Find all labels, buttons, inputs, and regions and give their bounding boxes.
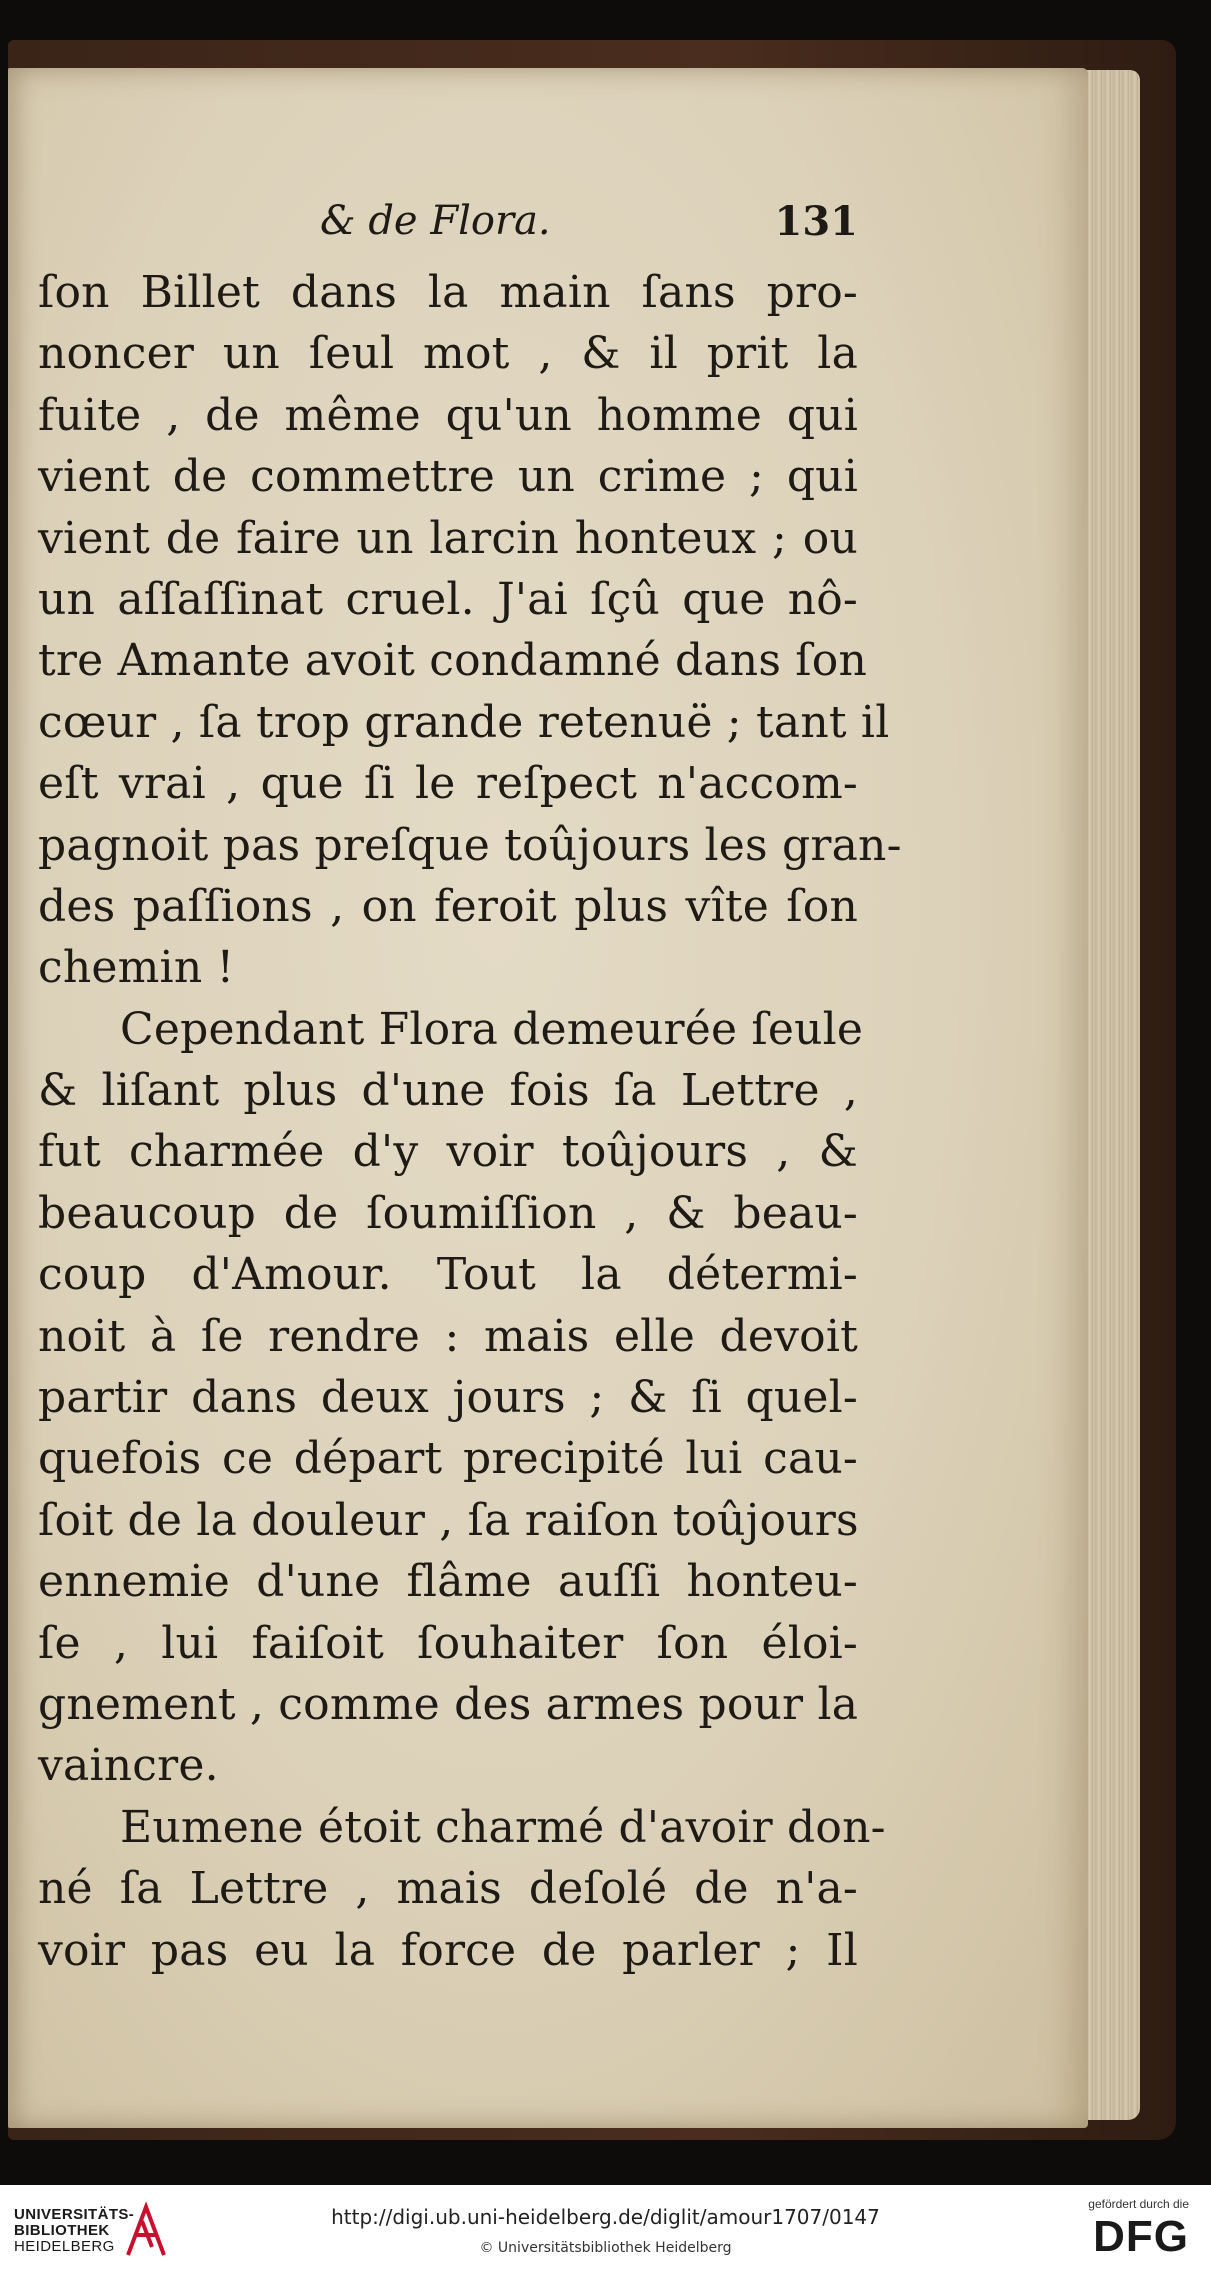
text-line: vient de faire un larcin honteux ; ou [38,512,858,564]
text-line: pagnoit pas preſque toûjours les gran- [38,819,902,871]
text-line: tre Amante avoit condamné dans ſon [38,635,868,687]
text-line: né ſa Lettre , mais deſolé de n'a- [38,1863,858,1915]
copyright-notice: © Universitätsbibliothek Heidelberg [479,2240,732,2256]
text-line: des paſſions , on feroit plus vîte ſon [38,880,858,932]
text-line: gnement , comme des armes pour la [38,1678,859,1730]
text-line: partir dans deux jours ; & ſi quel- [38,1372,858,1424]
viewer-footer [0,2185,1211,2270]
text-line: vaincre. [38,1740,219,1792]
text-line: quefois ce départ precipité lui cau- [38,1433,858,1485]
text-line: fuite , de même qu'un homme qui [38,389,858,441]
text-line: coup d'Amour. Tout la détermi- [38,1249,858,1301]
text-line: noit à ſe rendre : mais elle devoit [38,1310,858,1362]
text-line: chemin ! [38,942,235,994]
text-line: ſoit de la douleur , ſa raiſon toûjours [38,1494,859,1546]
text-line: ſon Billet dans la main ſans pro- [38,267,858,318]
library-line-2: BIBLIOTHEK [14,2222,110,2239]
text-line: voir pas eu la force de parler ; Il [38,1924,858,1976]
page-number: 131 [774,198,858,245]
text-line: beaucoup de ſoumiſſion , & beau- [38,1187,858,1239]
text-line: ennemie d'une flâme auſſi honteu- [38,1556,858,1608]
text-line: & liſant plus d'une fois ſa Lettre , [38,1065,858,1117]
text-line: un aſſaſſinat cruel. J'ai ſçû que nô- [38,573,858,625]
library-line-1: UNIVERSITÄTS- [14,2206,135,2223]
dfg-logo: DFG [1093,2212,1189,2261]
library-line-3: HEIDELBERG [14,2238,115,2255]
running-head [38,198,858,252]
text-line: cœur , ſa trop grande retenuë ; tant il [38,696,890,748]
text-line: eſt vrai , que ſi le reſpect n'accom- [38,758,858,810]
permalink-url[interactable]: http://digi.ub.uni-heidelberg.de/diglit/amour1707/0147 [331,2205,880,2229]
text-line: noncer un ſeul mot , & il prit la [38,328,858,380]
text-line: ſe , lui faiſoit ſouhaiter ſon éloi- [38,1617,858,1669]
text-line: vient de commettre un crime ; qui [38,451,858,503]
text-line: Cependant Flora demeurée ſeule [120,1003,864,1055]
text-line: Eumene étoit charmé d'avoir don- [120,1801,886,1853]
funding-label: gefördert durch die [1088,2197,1189,2211]
running-title: & de Flora. [320,198,551,244]
text-line: fut charmée d'y voir toûjours , & [38,1126,858,1178]
body-text [38,262,902,1981]
